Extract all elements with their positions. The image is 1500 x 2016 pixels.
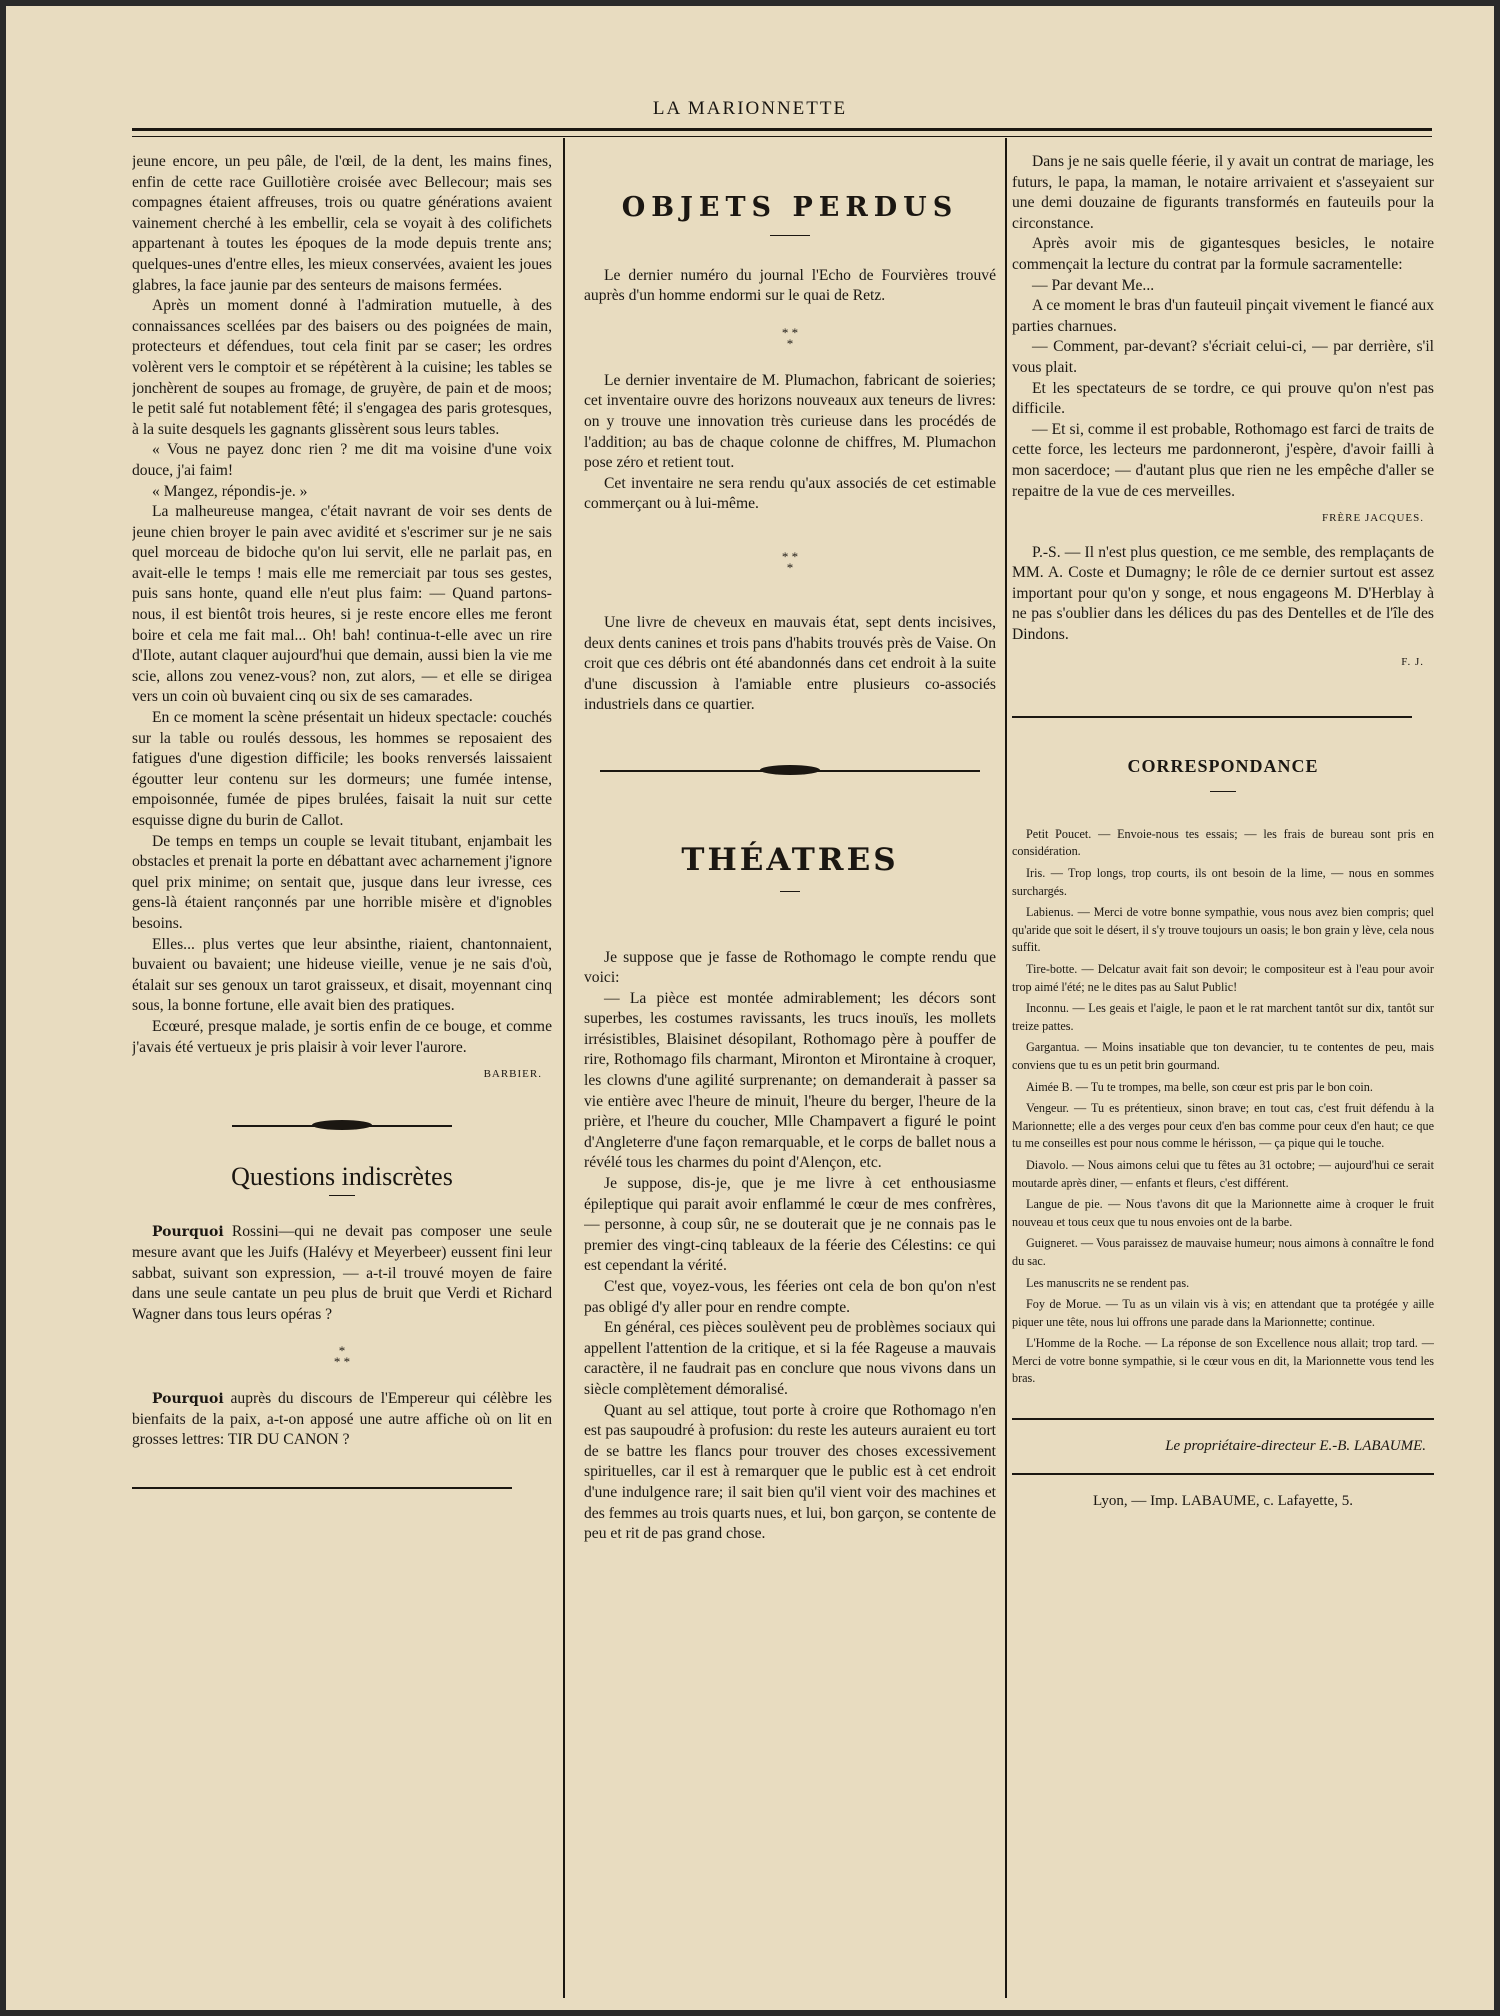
correspondence-item: Vengeur. — Tu es prétentieux, sinon brave; en tout cas, c'est fruit défendu à la Marionnette; elle a des verges pour ceux d'en bas comme pour ceux d'en haut; ce que tu me conseilles est pour nous comme le hérisson, — ça pique qui le touche.: [1012, 1101, 1434, 1151]
correspondence-item: Les manuscrits ne se rendent pas.: [1026, 1275, 1190, 1290]
lost-item: Le dernier numéro du journal l'Echo de Fourvières trouvé auprès d'un homme endormi sur le quai de Retz.: [584, 266, 996, 305]
column-3: [1012, 152, 1434, 1992]
column-1: [132, 152, 552, 1992]
article-paragraph: Ecœuré, presque malade, je sortis enfin de ce bouge, et comme j'avais été vertueux je pris plaisir à voir lever l'aurore.: [132, 1017, 552, 1056]
section-title-theatres: THÉATRES: [681, 841, 899, 878]
masthead-rule: [132, 128, 1432, 137]
signature: FRÈRE JACQUES.: [1321, 512, 1424, 525]
correspondence-list: [1012, 826, 1434, 1388]
correspondence-item: L'Homme de la Roche. — La réponse de son Excellence nous allait; trop tard. — Merci de votre bonne sympathie, si le cœur vous en dit, la Marionnette vous tend les bras.: [1012, 1336, 1434, 1386]
section-title-correspondance: CORRESPONDANCE: [1127, 756, 1319, 777]
correspondence-item: Inconnu. — Les geais et l'aigle, le paon et le rat marchent tantôt sur dix, tantôt sur treize pattes.: [1012, 1001, 1434, 1033]
question-lead: Pourquoi: [152, 1391, 224, 1408]
article-paragraph: jeune encore, un peu pâle, de l'œil, de la dent, les mains fines, enfin de cette race Guillotière croisée avec Bellecour; mais ses compagnes étaient affreuses, trois ou quatre générations avaient vainement cherché à les embellir, cela se voyait à des colifichets appartenant à toutes les époques de la mode depuis trente ans; quelques-unes d'entre elles, les mieux conservées, avaient les joues glabres, la face jaunie par des senteurs de maisons fermées.: [132, 153, 552, 294]
article-paragraph: En ce moment la scène présentait un hideux spectacle: couchés sur la table ou roulés dessous, les hommes se reposaient des fatigues d'une digestion difficile; les books renversés laissaient égoutter leur contenu sur les dormeurs; une fumée intense, empoisonnée, fumée de pipes brulées, faisait la nuit sur cette esquisse digne du burin de Callot.: [132, 709, 552, 829]
article-paragraph: — Comment, par-devant? s'écriait celui-ci, — par derrière, s'il vous plait.: [1012, 338, 1434, 376]
title-dash: [329, 1195, 355, 1196]
article-paragraph: La malheureuse mangea, c'était navrant de voir ses dents de jeune chien broyer le pain avec avidité et s'escrimer sur je ne sais quel morceau de bidoche qu'on lui servit, elle ne parlait pas, en avait-elle le temps ! mais elle me remerciait par tous ses gestes, puis sans honte, quand elle n'eut plus faim: — Quand partons-nous, il est bientôt trois heures, si je reste encore elles me feront boire et cela me fait mal... Oh! bah! continua-t-elle avec un rire d'Ilote, autant claquer aujourd'hui que demain, aussi bien la vie me scie, allons zou venez-vous? non, zut alors, — et elle se dirigea vers un coin où buvaient cinq ou six de ses camarades.: [132, 503, 552, 706]
article-paragraph: C'est que, voyez-vous, les féeries ont cela de bon qu'on n'est pas obligé d'y aller pour en rendre compte.: [584, 1278, 996, 1316]
correspondence-item: Iris. — Trop longs, trop courts, ils ont besoin de la lime, — nous en sommes surchargés.: [1012, 866, 1434, 898]
article-paragraph: Après un moment donné à l'admiration mutuelle, à des connaissances scellées par des baisers ou des poignées de main, protecteurs et défendues, tout cela finit par se caser; les ordres volèrent vers le comptoir et se répétèrent à la cuisine; les tables se jonchèrent de soupes au fromage, de gruyère, de pain et de moos; le petit salé fut notablement fêté; il s'engagea des paris grotesques, à la suite desquels les gagnants glissèrent sous leurs tables.: [132, 297, 552, 438]
divider-rule: [1012, 1418, 1434, 1420]
article-paragraph: « Vous ne payez donc rien ? me dit ma voisine d'une voix douce, j'ai faim!: [132, 441, 552, 479]
article-paragraph: — La pièce est montée admirablement; les décors sont superbes, les costumes ravissants, les trucs inouïs, les mollets irrésistibles, Blaisinet désopilant, Rothomago père à pouffer de rire, Rothomago fils charmant, Mironton et Mirontaine à croquer, les clowns d'une agilité surprenante; on demanderait à passer sa vie entière avec l'heure de minuit, l'heure du berger, l'heure de la prière, et l'heure du coucher, Mlle Champavert a figuré le point d'Angleterre d'une façon remarquable, et le corps de ballet nous a révélé tous les charmes du point d'Alençon, etc.: [584, 989, 996, 1172]
question-lead: Pourquoi: [152, 1224, 224, 1241]
signature: F. J.: [1401, 655, 1424, 668]
ornament-divider: [232, 1117, 452, 1135]
article-paragraph: « Mangez, répondis-je. »: [152, 482, 308, 500]
article-paragraph: Dans je ne sais quelle féerie, il y avait un contrat de mariage, les futurs, le papa, la maman, le notaire arrivaient et s'asseyaient sur une demi douzaine de figurants transformés en fauteuils pour la circonstance.: [1012, 153, 1434, 232]
asterism: * * *: [781, 548, 799, 575]
title-dash: [1210, 791, 1236, 792]
article-paragraph: En général, ces pièces soulèvent peu de problèmes sociaux qui appellent l'attention de la critique, et si la fée Rageuse a mauvais caractère, il ne faudrait pas en conclure que nous vivons dans un siècle complètement démoralisé.: [584, 1319, 996, 1398]
article-paragraph: Elles... plus vertes que leur absinthe, riaient, chantonnaient, buvaient ou bavaient; une hideuse vieille, venue je ne sais d'où, étalait sur ses genoux un tarot graisseux, et disait, moyennant cinq sous, la bonne fortune, elle avait bien des pratiques.: [132, 935, 552, 1015]
lost-item: Le dernier inventaire de M. Plumachon, fabricant de soieries; cet inventaire ouvre des horizons nouveaux aux teneurs de livres: on y trouve une innovation très curieuse dans les procédés de l'addition; au bas de chaque colonne de chiffres, M. Plumachon pose zéro et retient tout.: [584, 371, 996, 472]
article-paragraph: Je suppose, dis-je, que je me livre à cet enthousiasme épileptique qui parait avoir enflammé le cœur de mes confrères, — personne, à coup sûr, ne se douterait que je ne connais pas le premier des vingt-cinq tableaux de la féerie des Célestins: ce qui est cependant la vérité.: [584, 1175, 996, 1275]
signature: BARBIER.: [483, 1068, 542, 1081]
asterism: * * *: [781, 324, 799, 351]
question-text: Rossini—qui ne devait pas composer une seule mesure avant que les Juifs (Halévy et Meyerbeer) eussent fini leur sabbat, suivant son expression, — a-t-il trouvé moyen de faire dans une seule cantate un peu plus de bruit que Verdi et Richard Wagner dans tous leurs opéras ?: [132, 1223, 552, 1323]
ornament-divider: [1012, 708, 1412, 726]
ornament-divider: [600, 762, 980, 780]
title-dash: [770, 235, 810, 236]
correspondence-item: Petit Poucet. — Envoie-nous tes essais; — les frais de bureau sont pris en considération.: [1012, 826, 1434, 859]
column-divider: [1005, 138, 1007, 1998]
divider-rule: [1012, 1473, 1434, 1475]
correspondence-item: Foy de Morue. — Tu as un vilain vis à vis; en attendant que ta protégée y aille piquer une tête, nous lui offrons une parade dans la Marionnette; continue.: [1012, 1297, 1434, 1329]
correspondence-item: Diavolo. — Nous aimons celui que tu fêtes au 31 octobre; — aujourd'hui ce serait moutarde après diner, — enfants et fleurs, c'est différent.: [1012, 1157, 1434, 1190]
title-dash: [780, 891, 800, 892]
correspondence-item: Guigneret. — Vous paraissez de mauvaise humeur; nous aimons à connaître le fond du sac.: [1012, 1236, 1434, 1268]
asterism: * * *: [333, 1343, 351, 1370]
article-paragraph: De temps en temps un couple se levait titubant, enjambait les obstacles et prenait la porte en débattant avec acharnement j'ignore quel prix minime; on sentait que, jusque dans leur ivresse, ces gens-là étaient rançonnés par une horrible misère et d'ignobles besoins.: [132, 832, 552, 932]
article-paragraph: — Et si, comme il est probable, Rothomago est farci de traits de cette force, les lecteurs me pardonneront, j'espère, d'avoir failli à mon sacerdoce; — d'autant plus que rien ne les empêche d'aller se repaitre de la vue de ces merveilles.: [1012, 420, 1434, 500]
correspondence-item: Tire-botte. — Delcatur avait fait son devoir; le compositeur est à l'eau pour avoir trop aimé l'été; ne le dites pas au Salut Public!: [1012, 962, 1434, 994]
section-title-objets-perdus: OBJETS PERDUS: [621, 192, 959, 223]
masthead: LA MARIONNETTE: [652, 98, 848, 119]
article-paragraph: Je suppose que je fasse de Rothomago le compte rendu que voici:: [584, 948, 996, 987]
article-paragraph: A ce moment le bras d'un fauteuil pinçait vivement le fiancé aux parties charnues.: [1012, 297, 1434, 335]
column-2: [584, 152, 996, 1992]
newspaper-page: [6, 6, 1494, 2010]
section-title-questions: Questions indiscrètes: [231, 1161, 453, 1191]
lost-item: Cet inventaire ne sera rendu qu'aux associés de cet estimable commerçant ou à lui-même.: [584, 474, 996, 513]
column-divider: [563, 138, 565, 1998]
ornament-divider: [132, 1479, 512, 1497]
article-paragraph: — Par devant Me...: [1032, 276, 1155, 294]
proprietor-line: Le propriétaire-directeur E.-B. LABAUME.: [1165, 1438, 1426, 1455]
correspondence-item: Aimée B. — Tu te trompes, ma belle, son cœur est pris par le bon coin.: [1026, 1079, 1373, 1094]
correspondence-item: Labienus. — Merci de votre bonne sympathie, vous nous avez bien compris; quel qu'aride que soit le désert, il s'y trouve toujours un oasis; le bon grain y lève, cela nous suffit.: [1012, 905, 1434, 955]
correspondence-item: Langue de pie. — Nous t'avons dit que la Marionnette aime à croquer le fruit nouveau et tous ceux que tu nous envoies ont de la barbe.: [1012, 1197, 1434, 1229]
correspondence-item: Gargantua. — Moins insatiable que ton devancier, tu te contentes de peu, mais conviens que tu es un petit brin gourmand.: [1012, 1040, 1434, 1072]
article-paragraph: Après avoir mis de gigantesques besicles, le notaire commençait la lecture du contrat par la formule sacramentelle:: [1012, 235, 1434, 273]
question-text: auprès du discours de l'Empereur qui célèbre les bienfaits de la paix, a-t-on apposé une autre affiche où on lit en grosses lettres: TIR DU CANON ?: [132, 1390, 552, 1449]
postscript: P.-S. — Il n'est plus question, ce me semble, des remplaçants de MM. A. Coste et Dumagny; le rôle de ce dernier surtout est assez important pour qu'on y songe, et nous engageons M. D'Herblay à ne pas s'oublier dans les délices du pas des Dentelles et de l'île des Dindons.: [1012, 543, 1434, 644]
article-paragraph: Et les spectateurs de se tordre, ce qui prouve qu'on n'est pas difficile.: [1012, 379, 1434, 418]
lost-item: Une livre de cheveux en mauvais état, sept dents incisives, deux dents canines et trois pans d'habits trouvés près de Vaise. On croit que ces débris ont été abandonnés dans cet endroit à la suite d'une discussion à l'amiable entre plusieurs co-associés industriels dans ce quartier.: [584, 613, 996, 714]
article-paragraph: Quant au sel attique, tout porte à croire que Rothomago n'en est pas saupoudré à profusion: du reste les auteurs auraient eu tort de se battre les flancs pour trouver des choses excessivement spirituelles, car il est à remarquer que le public est à cet endroit d'une indulgence rare; il sait bien qu'il vient voir des machines et des femmes au trois quarts nues, et lui, bon garçon, se contente de peu et rit de pas grand chose.: [584, 1401, 996, 1543]
printer-line: Lyon, — Imp. LABAUME, c. Lafayette, 5.: [1093, 1492, 1353, 1509]
